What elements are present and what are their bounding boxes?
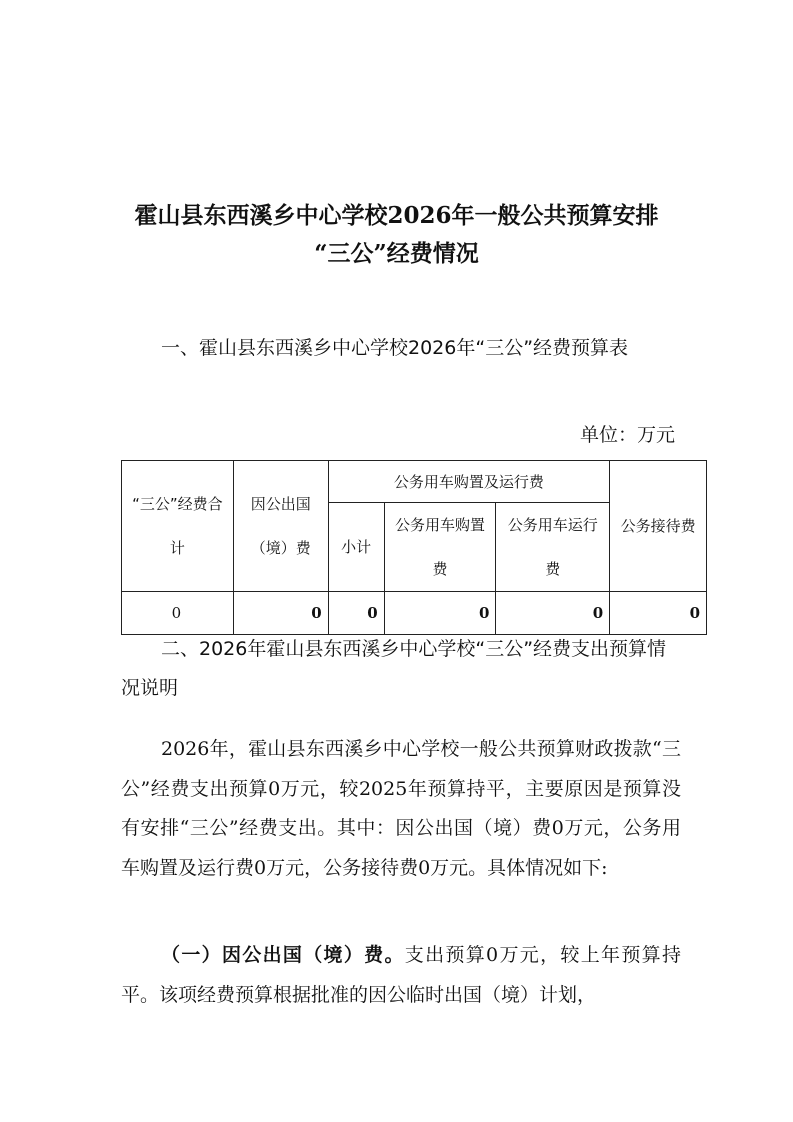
paragraph-abroad-body: 支出预算0万元，较上年预算持平。该项经费预算根据批准的因公临时出国（境）计划，	[121, 944, 681, 1006]
three-public-budget-table	[121, 460, 707, 635]
header-vehicle-operation: 公务用车运行费	[496, 503, 610, 592]
cell-total: 0	[122, 592, 234, 635]
title-line-2: “三公”经费情况	[314, 240, 479, 267]
section-1-heading: 一、霍山县东西溪乡中心学校2026年“三公”经费预算表	[161, 337, 629, 359]
section-2-heading: 二、2026年霍山县东西溪乡中心学校“三公”经费支出预算情况说明	[121, 638, 667, 699]
cell-reception: 0	[610, 592, 707, 635]
cell-subtotal: 0	[328, 592, 384, 635]
cell-abroad: 0	[233, 592, 328, 635]
header-reception: 公务接待费	[610, 461, 707, 592]
header-total: “三公”经费合计	[122, 461, 234, 592]
paragraph-abroad	[121, 936, 681, 1015]
cell-vehicle-operation: 0	[496, 592, 610, 635]
unit-label: 单位：万元	[579, 424, 675, 446]
header-vehicle-purchase: 公务用车购置费	[384, 503, 496, 592]
document-title	[60, 197, 733, 273]
header-abroad: 因公出国（境）费	[233, 461, 328, 592]
header-subtotal: 小计	[328, 503, 384, 592]
cell-vehicle-purchase: 0	[384, 592, 496, 635]
paragraph-summary: 2026年，霍山县东西溪乡中心学校一般公共预算财政拨款“三公”经费支出预算0万元，较2025年预算持平，主要原因是预算没有安排“三公”经费支出。其中：因公出国（境）费0万元，公务用车购置及运行费0万元，公务接待费0万元。具体情况如下:	[121, 738, 681, 879]
paragraph-abroad-lead: （一）因公出国（境）费。	[161, 944, 405, 966]
title-line-1: 霍山县东西溪乡中心学校2026年一般公共预算安排	[134, 202, 659, 229]
table-row	[122, 592, 707, 635]
header-vehicle-group: 公务用车购置及运行费	[328, 461, 609, 503]
